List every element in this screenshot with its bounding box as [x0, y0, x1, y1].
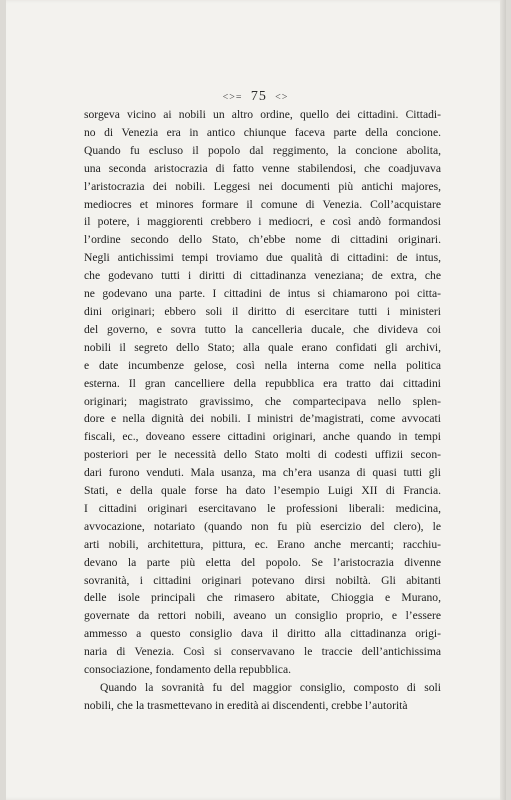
text-line: fiscali, ec., doveano essere cittadini originari, anche quando in tempi [84, 430, 441, 444]
text-line: nobili il segreto dello Stato; alla quale erano confidati gli archivi, [84, 340, 441, 354]
text-line: una seconda aristocrazia di fatto venne stabilendosi, che coadjuvava [84, 161, 441, 175]
text-line: dini originari; ebbero soli il diritto di esercitare tutti i ministeri [84, 304, 441, 318]
body-text [84, 106, 441, 715]
text-line: I cittadini originari esercitavano le professioni liberali: medicina, [84, 501, 441, 515]
text-line: governate da rettori nobili, aveano un consiglio proprio, e l’essere [84, 609, 441, 623]
text-line: ne godevano una parte. I cittadini de intus si chiamarono poi citta- [84, 287, 441, 301]
text-line: dari furono venduti. Mala usanza, ma ch’era usanza di quasi tutti gli [84, 466, 441, 480]
text-line: Quando fu escluso il popolo dal reggimento, la concione abolita, [84, 143, 441, 157]
text-line: posteriori per le necessità dello Stato molti di codesti uffizii secon- [84, 448, 441, 462]
ornament-right: <> [275, 92, 289, 103]
text-line: esterna. Il gran cancelliere della repubblica era tratto dai cittadini [84, 376, 441, 390]
text-line: nobili, che la trasmettevano in eredità ai discendenti, crebbe l’autorità [84, 698, 408, 712]
text-line: delle isole principali che rimasero abitate, Chioggia e Murano, [84, 591, 441, 605]
page-header [0, 88, 511, 105]
text-line: arti nobili, architettura, pittura, ec. Erano anche mercanti; racchiu- [84, 537, 441, 551]
text-line: dore e nella dignità dei nobili. I ministri de’magistrati, come avvocati [84, 412, 441, 426]
text-line: del governo, e sovra tutto la cancelleria ducale, che divideva coi [84, 322, 441, 336]
text-line: naria di Venezia. Così si conservavano le traccie dell’antichissima [84, 645, 441, 659]
text-line: avvocazione, notariato (quando non fu più esercizio del clero), le [84, 519, 441, 533]
text-line: il potere, i maggiorenti crebbero i mediocri, e così andò formandosi [84, 215, 441, 229]
ornament-left: <>= [222, 92, 243, 103]
text-line: originari; magistrato gravissimo, che compartecipava nello splen- [84, 394, 441, 408]
text-line: che godevano tutti i diritti di cittadinanza veneziana; de extra, che [84, 269, 441, 283]
text-line: l’aristocrazia dei nobili. Leggesi nei documenti più antichi majores, [84, 179, 441, 193]
text-line: mediocres et minores formare il comune di Venezia. Coll’acquistare [84, 197, 441, 211]
text-line: sovranità, i cittadini originari potevano dirsi nobiltà. Gli abitanti [84, 573, 441, 587]
text-line: consociazione, fondamento della repubblica. [84, 663, 291, 677]
page-edge [500, 0, 506, 800]
text-line: e date incumbenze gelose, così nella interna come nella politica [84, 358, 441, 372]
text-line: l’ordine secondo dello Stato, ch’ebbe nome di cittadini originari. [84, 233, 441, 247]
text-line: Negli antichissimi tempi troviamo due qualità di cittadini: de intus, [84, 251, 441, 265]
paragraph [84, 679, 441, 715]
text-line: Stati, e della quale forse ha dato l’esempio Luigi XII di Francia. [84, 484, 441, 498]
page-number: 75 [250, 89, 267, 104]
text-line: Quando la sovranità fu del maggior consiglio, composto di soli [100, 681, 441, 694]
text-line: sorgeva vicino ai nobili un altro ordine, quello dei cittadini. Cittadi- [84, 108, 441, 121]
text-line: devano la parte più eletta del popolo. Se l’aristocrazia divenne [84, 555, 441, 569]
text-line: no di Venezia era in antico chiunque faceva parte della concione. [84, 125, 441, 139]
paragraph [84, 106, 441, 679]
text-line: ammesso a questo consiglio dava il diritto alla cittadinanza origi- [84, 627, 441, 641]
